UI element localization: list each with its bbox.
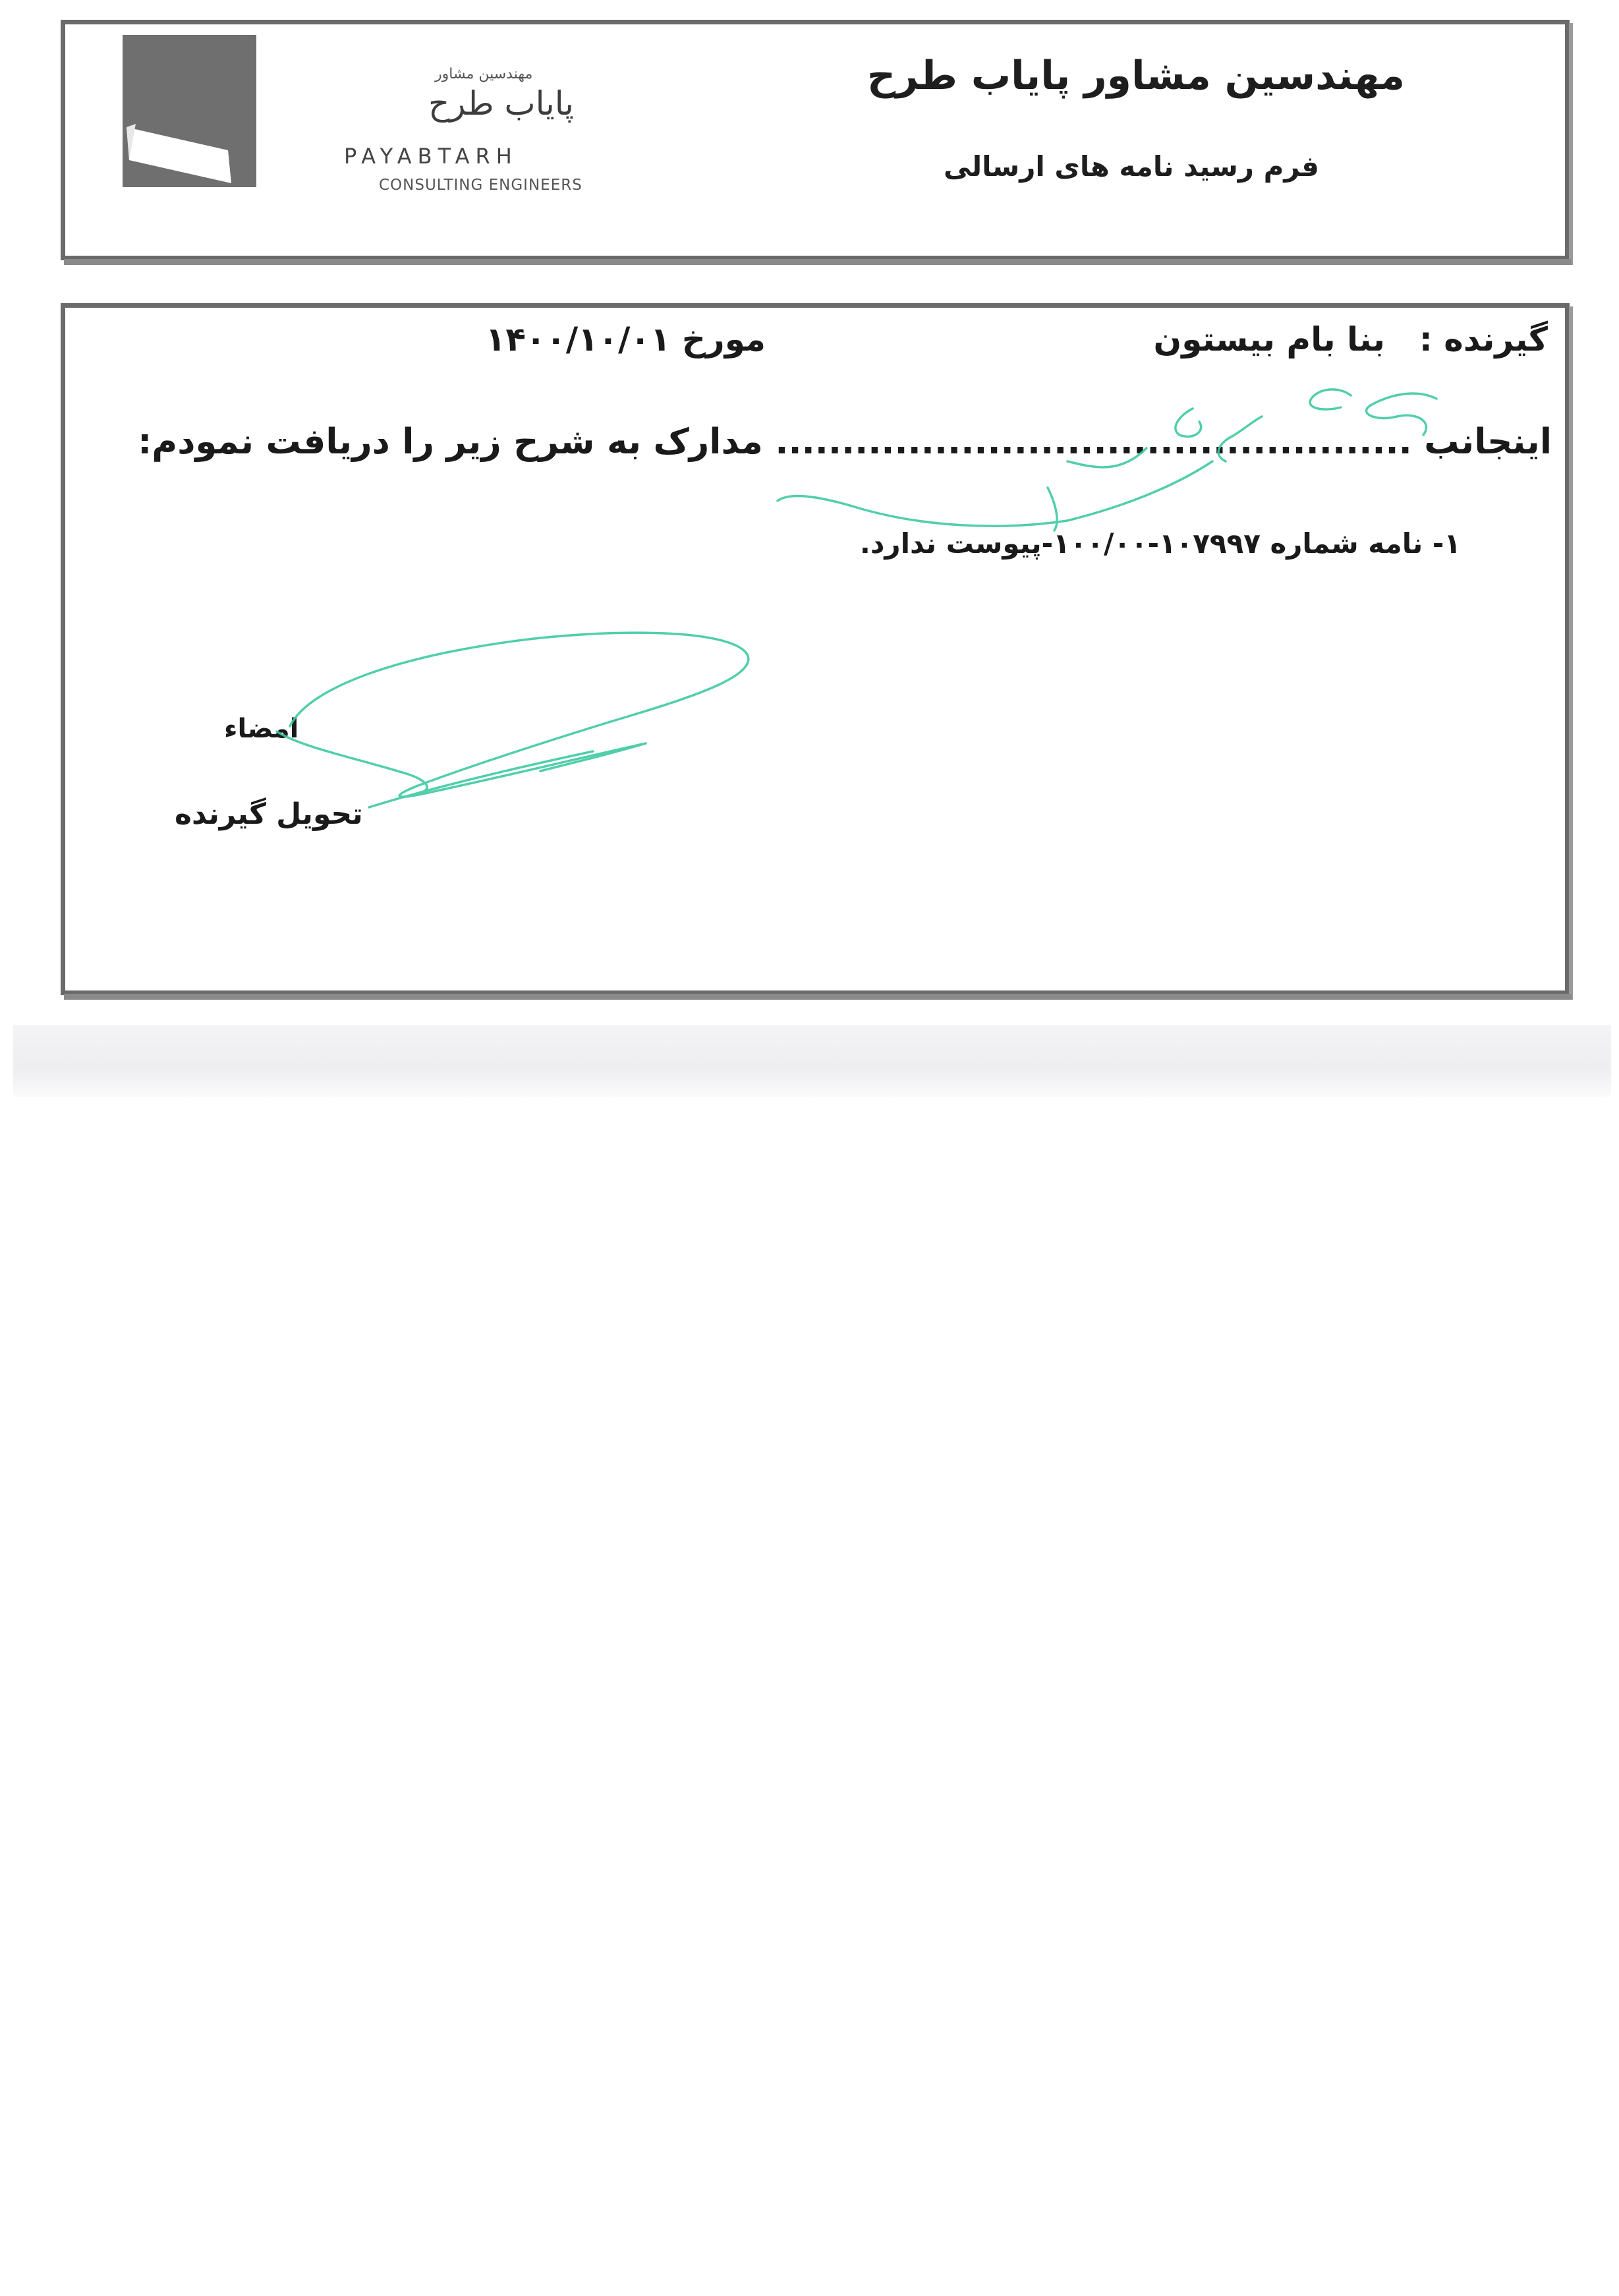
receipt-sentence: اینجانب ................................................ مدارک به شرح زیر را دریافت نمودم: [138, 422, 1552, 462]
list-item: ۱- نامه شماره ۱۰۷۹۹۷-۱۰۰/۰۰-پیوست ندارد. [859, 527, 1461, 560]
signature-label: امضاء [224, 714, 299, 744]
date-line: مورخ ۱۴۰۰/۱۰/۰۱ [485, 320, 766, 359]
recipient-label: گیرنده : [1419, 320, 1548, 359]
logo-persian-subtitle: مهندسین مشاور [435, 66, 533, 82]
logo-english-name: PAYABTARH [344, 144, 518, 169]
form-title: فرم رسید نامه های ارسالی [943, 150, 1319, 183]
company-logo-mark [123, 35, 256, 187]
company-name: مهندسین مشاور پایاب طرح [866, 53, 1405, 99]
delivery-label: تحویل گیرنده [175, 797, 363, 831]
recipient-value: بنا بام بیستون [1153, 320, 1385, 359]
logo-persian-name: پایاب طرح [428, 84, 574, 123]
body-frame [61, 303, 1570, 995]
logo-stripe-icon [123, 35, 256, 187]
scan-shadow-band [13, 1025, 1611, 1097]
logo-english-subtitle: CONSULTING ENGINEERS [379, 177, 582, 194]
